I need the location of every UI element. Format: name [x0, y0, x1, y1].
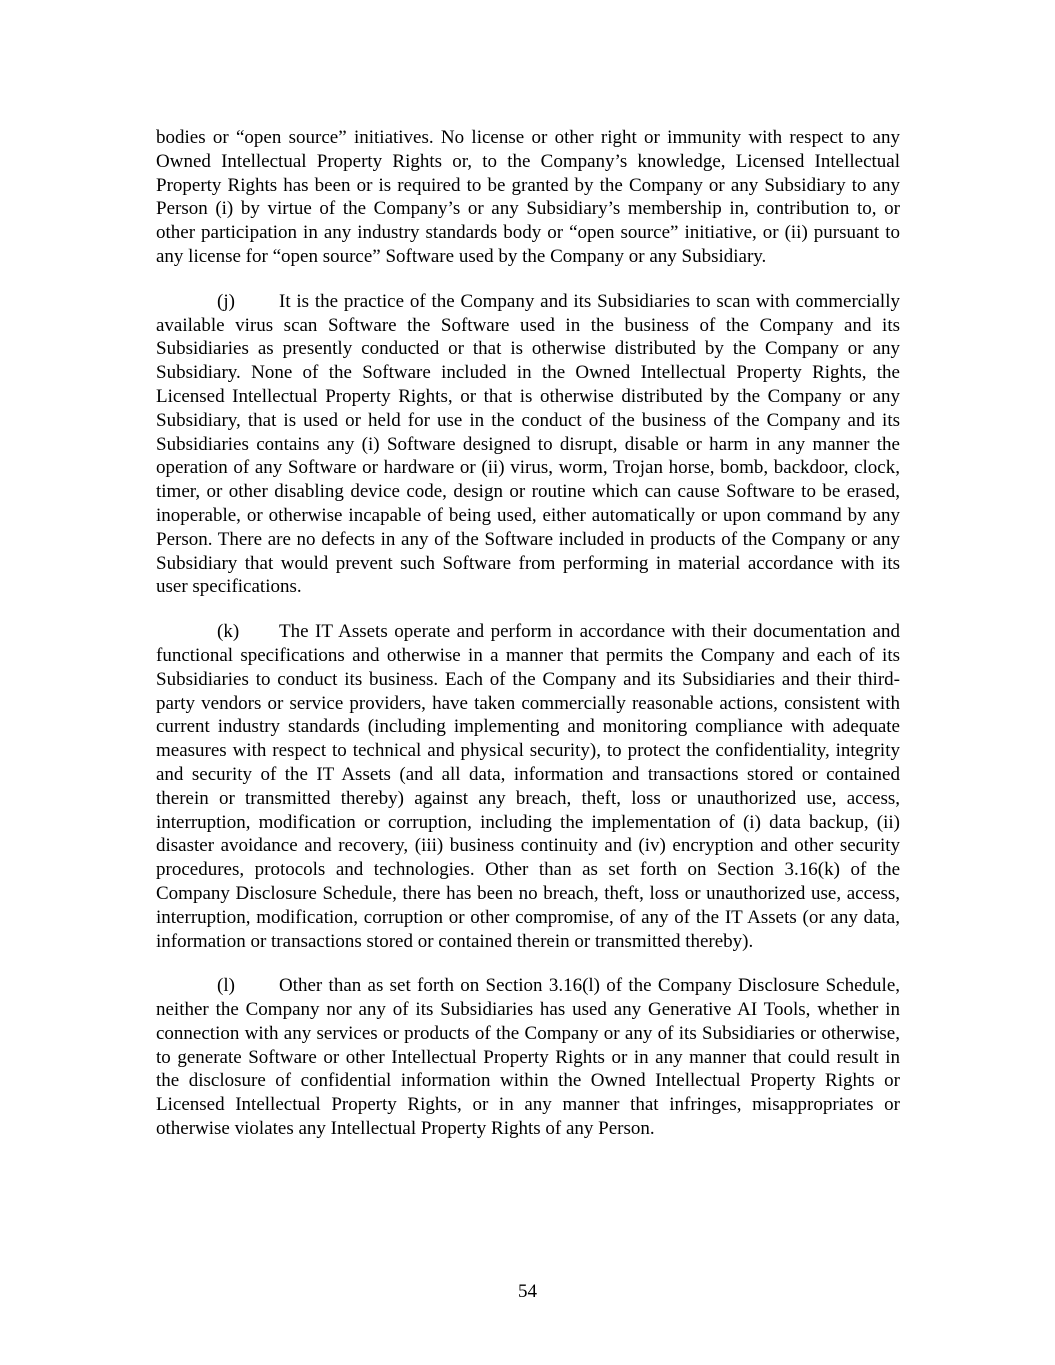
- paragraph-text: It is the practice of the Company and its Subsidiaries to scan with commercially available virus scan Software the Software used in the business of the Company and its Subsidiaries as presently conducted or that is otherwise distributed by the Company or any Subsidiary. None of the Software included in the Owned Intellectual Property Rights, the Licensed Intellectual Property Rights, or that is otherwise distributed by the Company or any Subsidiary, that is used or held for use in the conduct of the business of the Company and its Subsidiaries contains any (i) Software designed to disrupt, disable or harm in any manner the operation of any Software or hardware or (ii) virus, worm, Trojan horse, bomb, backdoor, clock, timer, or other disabling device code, design or routine which can cause Software to be erased, inoperable, or otherwise incapable of being used, either automatically or upon command by any Person. There are no defects in any of the Software included in products of the Company or any Subsidiary that would prevent such Software from performing in material accordance with its user specifications.: [156, 290, 900, 598]
- paragraph-j: [156, 290, 900, 599]
- paragraph-label: (l): [217, 975, 235, 997]
- paragraph-text: Other than as set forth on Section 3.16(l) of the Company Disclosure Schedule, neither the Company nor any of its Subsidiaries has used any Generative AI Tools, whether in connection with any services or products of the Company or any of its Subsidiaries or otherwise, to generate Software or other Intellectual Property Rights or in any manner that could result in the disclosure of confidential information within the Owned Intellectual Property Rights or Licensed Intellectual Property Rights, or in any manner that infringes, misappropriates or otherwise violates any Intellectual Property Rights of any Person.: [156, 975, 900, 1140]
- paragraph-l: [156, 974, 900, 1141]
- paragraph-continuation: [156, 126, 900, 269]
- paragraph-label: (j): [217, 290, 235, 312]
- paragraph-text: The IT Assets operate and perform in accordance with their documentation and functional specifications and otherwise in a manner that permits the Company and each of its Subsidiaries to conduct its business. Each of the Company and its Subsidiaries and their third-party vendors or service providers, have taken commercially reasonable actions, consistent with current industry standards (including implementing and monitoring compliance with adequate measures with respect to technical and physical security), to protect the confidentiality, integrity and security of the IT Assets (and all data, information and transactions stored or contained therein or transmitted thereby) against any breach, theft, loss or unauthorized use, access, interruption, modification or corruption, including the implementation of (i) data backup, (ii) disaster avoidance and recovery, (iii) business continuity and (iv) encryption and other security procedures, protocols and technologies. Other than as set forth on Section 3.16(k) of the Company Disclosure Schedule, there has been no breach, theft, loss or unauthorized use, access, interruption, modification, corruption or other compromise, of any of the IT Assets (or any data, information or transactions stored or contained therein or transmitted thereby).: [156, 621, 900, 952]
- paragraph-k: [156, 620, 900, 953]
- document-body: [156, 126, 900, 1162]
- paragraph-text: bodies or “open source” initiatives. No license or other right or immunity with respect to any Owned Intellectual Property Rights or, to the Company’s knowledge, Licensed Intellectual Property Rights has been or is required to be granted by the Company or any Subsidiary to any Person (i) by virtue of the Company’s or any Subsidiary’s membership in, contribution to, or other participation in any industry standards body or “open source” initiative, or (ii) pursuant to any license for “open source” Software used by the Company or any Subsidiary.: [156, 127, 900, 267]
- page-number: 54: [518, 1281, 537, 1302]
- paragraph-label: (k): [217, 621, 240, 643]
